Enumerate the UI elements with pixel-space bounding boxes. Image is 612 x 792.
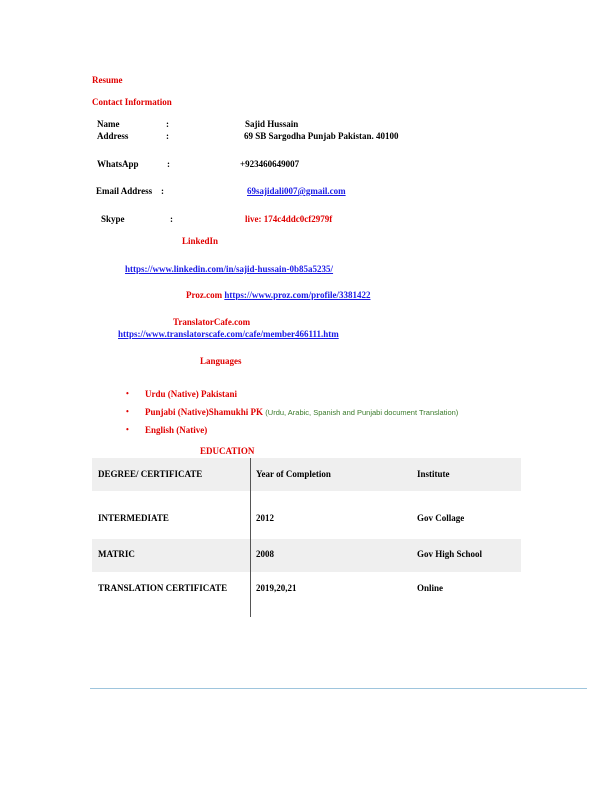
table-cell: Gov Collage bbox=[417, 513, 465, 523]
language-item: Urdu (Native) Pakistani bbox=[145, 389, 237, 399]
skype-value: live: 174c4ddc0cf2979f bbox=[245, 214, 333, 224]
linkedin-link[interactable]: https://www.linkedin.com/in/sajid-hussain-0b85a5235/ bbox=[125, 264, 334, 274]
email-link[interactable]: 69sajidali007@gmail.com bbox=[247, 186, 346, 196]
whatsapp-label: WhatsApp bbox=[97, 159, 139, 169]
languages-heading: Languages bbox=[200, 356, 242, 366]
language-item bbox=[145, 407, 458, 417]
table-divider bbox=[250, 458, 251, 617]
name-label: Name bbox=[97, 119, 120, 129]
address-separator: : bbox=[166, 131, 169, 141]
translatorcafe-link[interactable]: https://www.translatorscafe.com/cafe/member466111.htm bbox=[118, 329, 339, 339]
proz-line bbox=[186, 290, 371, 300]
name-separator: : bbox=[166, 119, 169, 129]
whatsapp-value: +923460649007 bbox=[240, 159, 300, 169]
language-main: Punjabi (Native)Shamukhi PK bbox=[145, 407, 266, 417]
skype-label: Skype bbox=[101, 214, 125, 224]
translatorcafe-label: TranslatorCafe.com bbox=[173, 317, 251, 327]
education-heading: EDUCATION bbox=[200, 446, 255, 456]
skype-separator: : bbox=[170, 214, 173, 224]
table-cell: 2008 bbox=[256, 549, 274, 559]
resume-heading: Resume bbox=[92, 75, 123, 85]
table-cell: MATRIC bbox=[98, 549, 135, 559]
table-header-degree: DEGREE/ CERTIFICATE bbox=[98, 469, 203, 479]
table-cell: TRANSLATION CERTIFICATE bbox=[98, 583, 228, 593]
name-value: Sajid Hussain bbox=[245, 119, 299, 129]
bullet-icon: • bbox=[126, 407, 129, 416]
table-header-year: Year of Completion bbox=[256, 469, 331, 479]
address-value: 69 SB Sargodha Punjab Pakistan. 40100 bbox=[244, 131, 399, 141]
table-cell: 2019,20,21 bbox=[256, 583, 297, 593]
whatsapp-separator: : bbox=[167, 159, 170, 169]
linkedin-label: LinkedIn bbox=[182, 236, 219, 246]
proz-label: Proz.com bbox=[186, 290, 223, 300]
table-cell: Gov High School bbox=[417, 549, 483, 559]
email-label: Email Address bbox=[96, 186, 153, 196]
bullet-icon: • bbox=[126, 425, 129, 434]
footer-rule bbox=[90, 688, 587, 689]
contact-heading: Contact Information bbox=[92, 97, 172, 107]
table-cell: Online bbox=[417, 583, 444, 593]
language-item: English (Native) bbox=[145, 425, 208, 435]
proz-link[interactable]: https://www.proz.com/profile/3381422 bbox=[224, 290, 371, 300]
table-header-institute: Institute bbox=[417, 469, 450, 479]
email-separator: : bbox=[161, 186, 164, 196]
bullet-icon: • bbox=[126, 389, 129, 398]
table-cell: 2012 bbox=[256, 513, 274, 523]
language-note: (Urdu, Arabic, Spanish and Punjabi document Translation) bbox=[265, 408, 459, 417]
address-label: Address bbox=[97, 131, 129, 141]
table-cell: INTERMEDIATE bbox=[98, 513, 169, 523]
